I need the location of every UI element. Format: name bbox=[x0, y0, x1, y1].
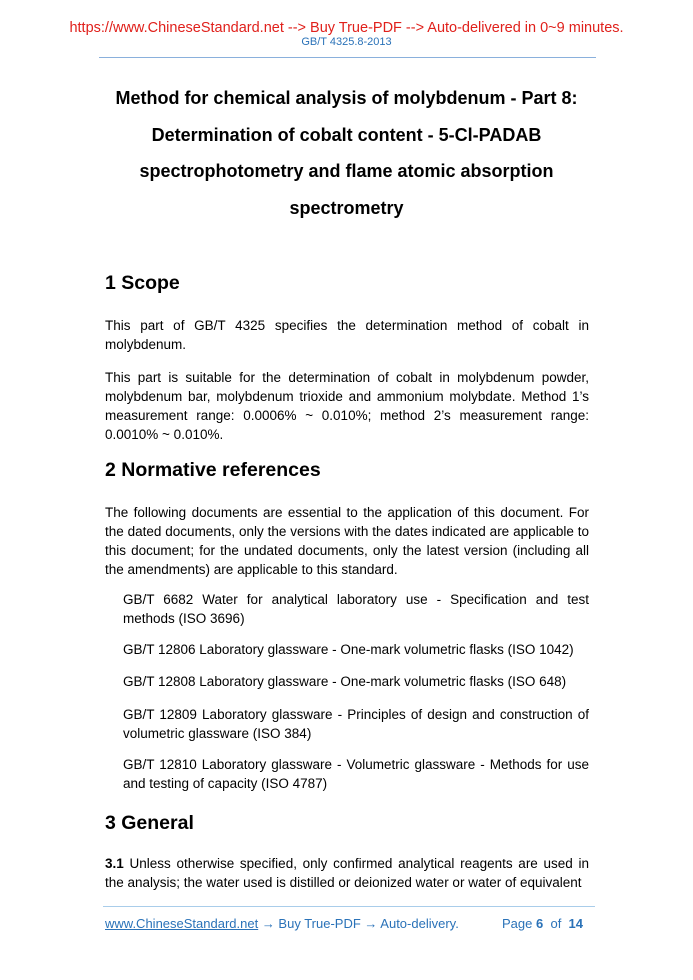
footer-divider bbox=[103, 906, 595, 907]
scope-paragraph-2: This part is suitable for the determination of cobalt in molybdenum powder, molybdenum bar, molybdenum trioxide and ammonium molybdate. Method 1’s measurement range: 0.0006% ~ 0.010%; method 2’s measurement range: 0.0010% ~ 0.010%. bbox=[105, 370, 589, 442]
footer-link[interactable]: www.ChineseStandard.net bbox=[105, 916, 259, 931]
clause-number: 3.1 bbox=[105, 856, 124, 871]
reference-item: GB/T 12809 Laboratory glassware - Principles of design and construction of volumetric glassware (ISO 384) bbox=[123, 707, 589, 741]
of-label: of bbox=[550, 916, 562, 931]
clause-3-1 bbox=[105, 854, 589, 892]
document-title bbox=[90, 80, 603, 226]
references-intro: The following documents are essential to the application of this document. For the dated documents, only the versions with the dates indicated are applicable to this document; for the undated documents, only the latest version (including all the amendments) are applicable to this standard. bbox=[105, 505, 589, 577]
heading-scope: 1 Scope bbox=[105, 272, 180, 294]
reference-item: GB/T 12806 Laboratory glassware - One-mark volumetric flasks (ISO 1042) bbox=[123, 642, 574, 657]
page-label: Page bbox=[502, 916, 533, 931]
title-line: spectrometry bbox=[289, 197, 404, 218]
header-divider bbox=[99, 57, 596, 58]
title-line: Method for chemical analysis of molybdenum - Part 8: bbox=[115, 88, 578, 108]
reference-item: GB/T 12808 Laboratory glassware - One-mark volumetric flasks (ISO 648) bbox=[123, 674, 567, 689]
footer-text: → Buy True-PDF → Auto-delivery. bbox=[258, 916, 459, 931]
title-line: Determination of cobalt content - 5-Cl-PADAB bbox=[151, 124, 542, 145]
heading-general: 3 General bbox=[105, 812, 194, 834]
scope-paragraph-1: This part of GB/T 4325 specifies the determination method of cobalt in molybdenum. bbox=[105, 318, 589, 352]
clause-text: Unless otherwise specified, only confirmed analytical reagents are used in the analysis; the water used is distilled or deionized water or water of equivalent bbox=[105, 856, 589, 890]
reference-item: GB/T 12810 Laboratory glassware - Volumetric glassware - Methods for use and testing of capacity (ISO 4787) bbox=[123, 757, 589, 791]
footer-promo bbox=[105, 916, 459, 931]
page-total: 14 bbox=[568, 916, 584, 931]
title-line: spectrophotometry and flame atomic absorption bbox=[139, 161, 554, 181]
page-indicator bbox=[502, 916, 583, 931]
promo-banner: https://www.ChineseStandard.net --> Buy True-PDF --> Auto-delivered in 0~9 minutes. bbox=[69, 20, 624, 36]
standard-number: GB/T 4325.8-2013 bbox=[301, 36, 392, 48]
reference-item: GB/T 6682 Water for analytical laboratory use - Specification and test methods (ISO 3696) bbox=[123, 592, 589, 626]
heading-normative-references: 2 Normative references bbox=[105, 459, 321, 481]
page-number: 6 bbox=[536, 916, 544, 931]
